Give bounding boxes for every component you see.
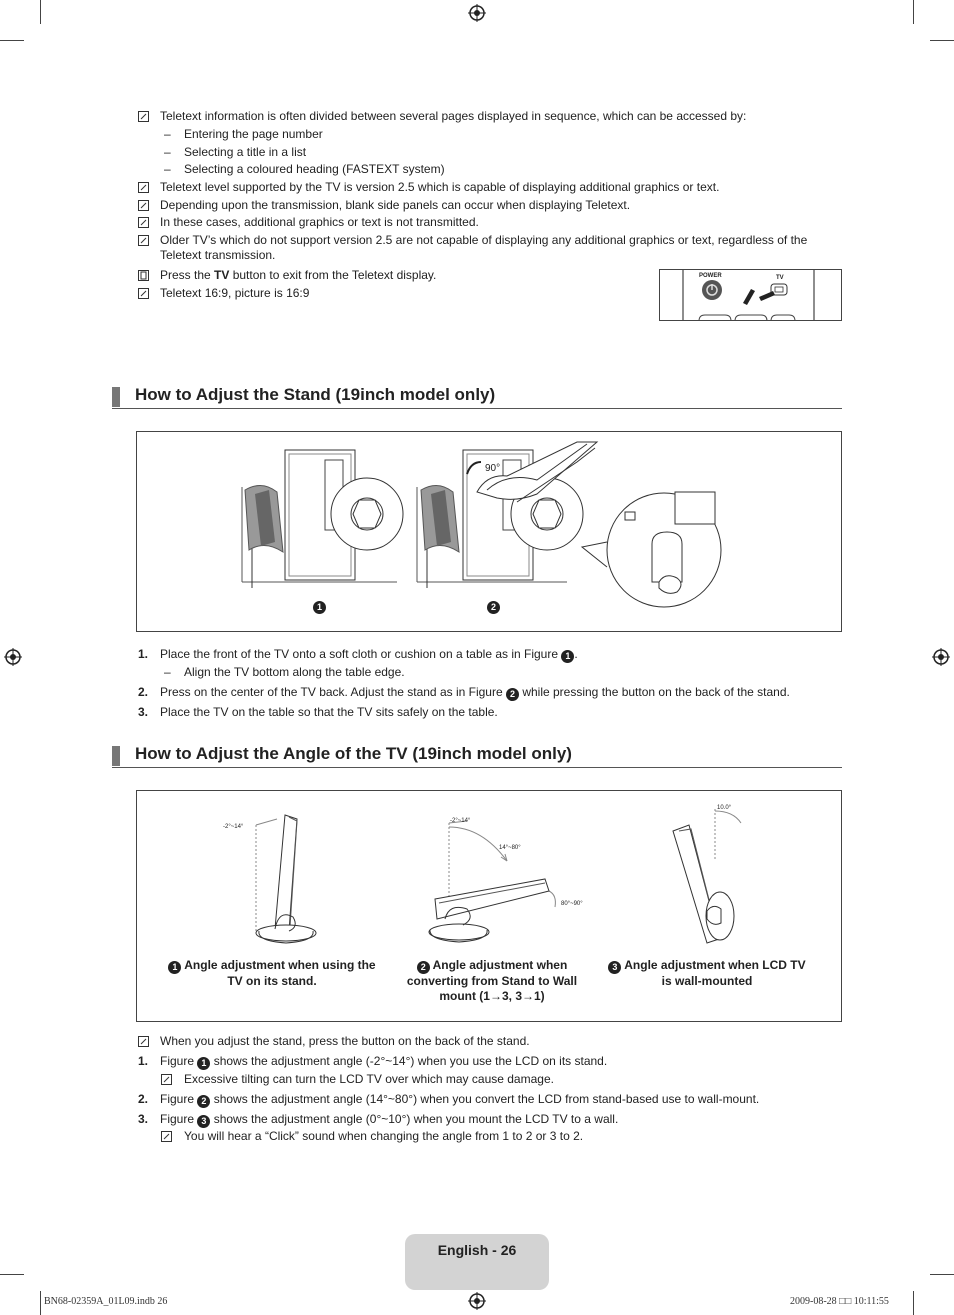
dash-bullet: –: [164, 665, 171, 679]
crop-mark: [0, 1274, 24, 1275]
stand-button-zoom: [582, 492, 721, 607]
step-number: 1.: [138, 647, 149, 661]
note-icon: [138, 182, 149, 193]
registration-mark-icon: [468, 4, 486, 22]
figure-ref: 3: [197, 1115, 210, 1128]
stand-step-1-sub: Align the TV bottom along the table edge.: [184, 665, 405, 679]
note-icon: [138, 288, 149, 299]
step-text: Press on the center of the TV back. Adjust the stand as in Figure: [160, 685, 506, 699]
section-marker: [112, 387, 120, 407]
step-text: .: [574, 647, 578, 661]
teletext-note: Teletext transmission.: [160, 248, 276, 262]
note-icon: [161, 1074, 172, 1085]
footer-date: 2009-08-28 □□ 10:11:55: [790, 1296, 889, 1307]
remote-note-icon: [138, 270, 149, 281]
crop-mark: [0, 40, 24, 41]
section-marker: [112, 746, 120, 766]
power-label: POWER: [699, 273, 722, 279]
dash-bullet: –: [164, 127, 171, 141]
angle-figure-2: [429, 821, 555, 942]
step-text: Place the front of the TV onto a soft cloth or cushion on a table as in Figure: [160, 647, 562, 661]
angle-step-3-note: You will hear a “Click” sound when changing the angle from 1 to 2 or 3 to 2.: [184, 1129, 584, 1143]
stand-figure-box: [136, 431, 842, 632]
caption-figure-1: [167, 958, 377, 989]
figure-marker: 2: [417, 961, 430, 974]
note-icon: [138, 217, 149, 228]
teletext-note: Teletext 16:9, picture is 16:9: [160, 286, 310, 300]
angle-figure-box: [136, 790, 842, 1022]
step-text: shows the adjustment angle (0°~10°) when you mount the LCD TV to a wall.: [210, 1112, 619, 1126]
crop-mark: [913, 0, 914, 24]
angle-label: 80°~90°: [561, 901, 583, 907]
caption-text: Angle adjustment when LCD TV is wall-mounted: [624, 958, 806, 988]
section-divider: [112, 408, 842, 409]
figure-ref: 2: [197, 1095, 210, 1108]
step-text: shows the adjustment angle (-2°~14°) when you use the LCD on its stand.: [210, 1054, 608, 1068]
caption-text: Angle adjustment when using the TV on its stand.: [184, 958, 376, 988]
figure-marker: 1: [168, 961, 181, 974]
note-icon: [138, 200, 149, 211]
note-icon: [138, 1036, 149, 1047]
footer-file: BN68-02359A_01L09.indb 26: [44, 1296, 168, 1307]
teletext-note: Depending upon the transmission, blank side panels can occur when displaying Teletext.: [160, 198, 631, 212]
caption-figure-2: [399, 958, 585, 1004]
step-text: Figure: [160, 1092, 198, 1106]
teletext-subitem: Selecting a coloured heading (FASTEXT system): [184, 162, 445, 176]
step-number: 3.: [138, 705, 149, 719]
stand-figure-1: [242, 450, 403, 588]
crop-mark: [930, 1274, 954, 1275]
angle-step-1-note: Excessive tilting can turn the LCD TV over which may cause damage.: [184, 1072, 554, 1086]
note-icon: [161, 1131, 172, 1142]
caption-text: Angle adjustment when converting from Stand to Wall mount (1→3, 3→1): [406, 958, 578, 1003]
figure-2-marker: 2: [487, 601, 500, 614]
angle-step-1: [160, 1054, 607, 1070]
teletext-subitem: Entering the page number: [184, 127, 323, 141]
note-icon: [138, 111, 149, 122]
crop-mark: [913, 1291, 914, 1315]
teletext-note: Teletext level supported by the TV is version 2.5 which is capable of displaying additional graphics or text.: [160, 180, 720, 194]
teletext-note: Older TV’s which do not support version 2.5 are not capable of displaying any additional graphics or text, regardless of the: [160, 233, 808, 247]
page-number: English - 26: [437, 1242, 517, 1258]
step-number: 2.: [138, 1092, 149, 1106]
angle-step-3: [160, 1112, 618, 1128]
crop-mark: [40, 1291, 41, 1315]
step-text: Figure: [160, 1054, 198, 1068]
note-text: button to exit from the Teletext display.: [229, 268, 437, 282]
angle-90-label: 90°: [485, 463, 501, 474]
step-text: shows the adjustment angle (14°~80°) when you convert the LCD from stand-based use to wall-mount.: [210, 1092, 760, 1106]
section-divider: [112, 767, 842, 768]
step-text: while pressing the button on the back of the stand.: [518, 685, 790, 699]
step-number: 3.: [138, 1112, 149, 1126]
teletext-subitem: Selecting a title in a list: [184, 145, 307, 159]
angle-label: 10.0°: [717, 805, 732, 811]
tv-label: TV: [776, 275, 784, 281]
stand-figure-2: [417, 442, 597, 588]
angle-label: -2°~14°: [450, 818, 471, 824]
caption-figure-3: [607, 958, 807, 989]
dash-bullet: –: [164, 162, 171, 176]
registration-mark-icon: [932, 648, 950, 666]
figure-1-marker: 1: [313, 601, 326, 614]
dash-bullet: –: [164, 145, 171, 159]
section-title-stand: How to Adjust the Stand (19inch model only): [135, 385, 496, 404]
crop-mark: [930, 40, 954, 41]
figure-ref: 1: [561, 650, 574, 663]
registration-mark-icon: [4, 648, 22, 666]
tv-button-name: TV: [214, 268, 230, 282]
note-icon: [138, 235, 149, 246]
teletext-note: Teletext information is often divided between several pages displayed in sequence, which can be accessed by:: [160, 109, 747, 123]
registration-mark-icon: [468, 1292, 486, 1310]
note-text: Press the: [160, 268, 215, 282]
teletext-note: [160, 268, 436, 283]
crop-mark: [40, 0, 41, 24]
angle-figure-3: [673, 809, 741, 943]
step-text: Figure: [160, 1112, 198, 1126]
figure-marker: 3: [608, 961, 621, 974]
angle-label: -2°~14°: [223, 824, 244, 830]
angle-label: 14°~80°: [499, 845, 521, 851]
angle-note: When you adjust the stand, press the button on the back of the stand.: [160, 1034, 530, 1048]
stand-step-1: [160, 647, 578, 663]
angle-step-2: [160, 1092, 759, 1108]
stand-step-2: [160, 685, 790, 701]
section-title-angle: How to Adjust the Angle of the TV (19inch model only): [135, 744, 572, 763]
angle-figure-1: [256, 815, 316, 943]
remote-control-illustration: [659, 269, 842, 321]
step-number: 2.: [138, 685, 149, 699]
step-number: 1.: [138, 1054, 149, 1068]
teletext-note: In these cases, additional graphics or text is not transmitted.: [160, 215, 479, 229]
stand-step-3: Place the TV on the table so that the TV sits safely on the table.: [160, 705, 498, 719]
figure-ref: 2: [506, 688, 519, 701]
figure-ref: 1: [197, 1057, 210, 1070]
